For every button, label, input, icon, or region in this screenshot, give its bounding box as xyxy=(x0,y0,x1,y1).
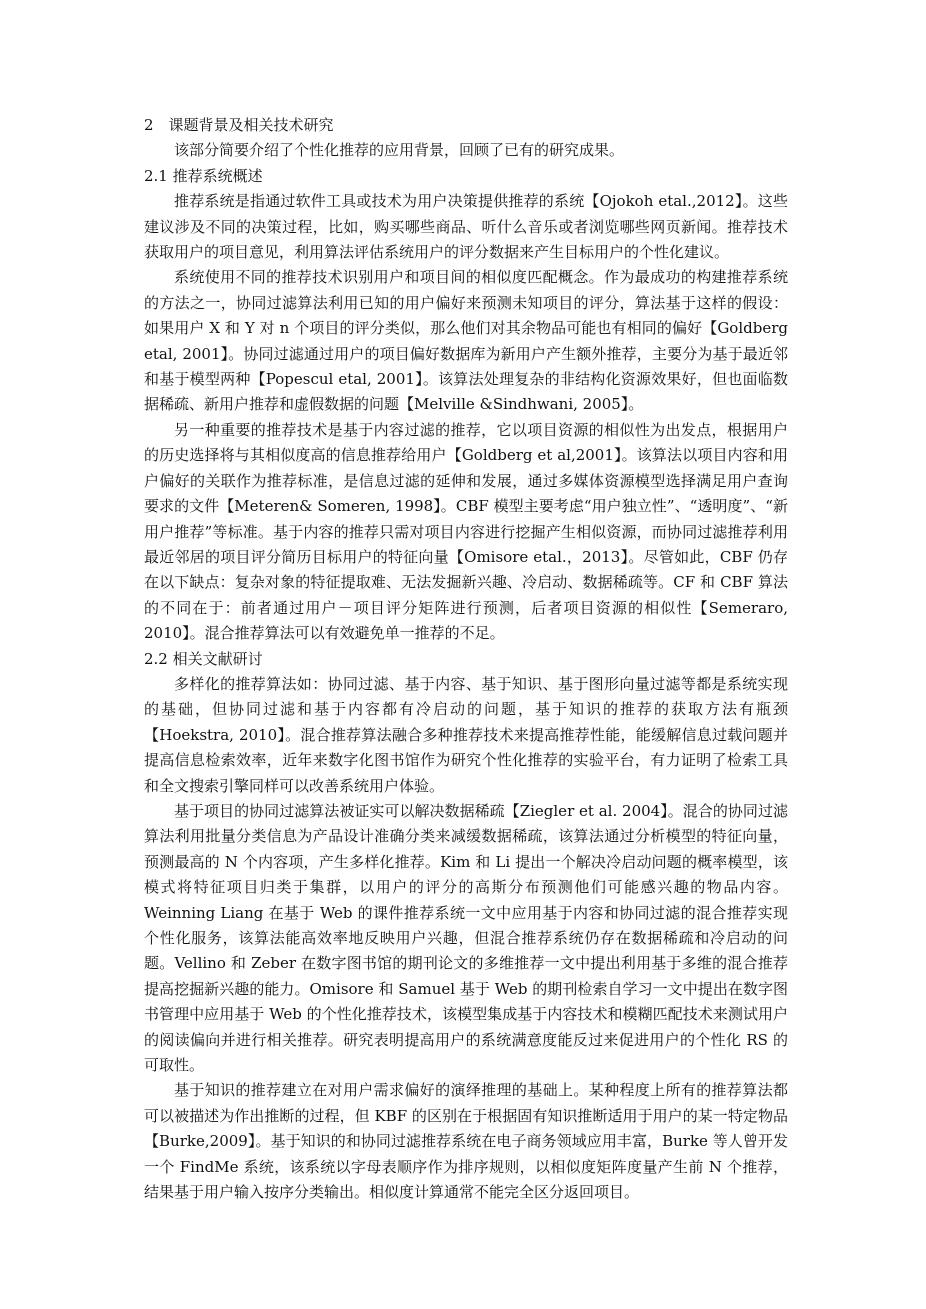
document-body xyxy=(144,113,788,1205)
paragraph: 系统使用不同的推荐技术识别用户和项目间的相似度匹配概念。作为最成功的构建推荐系统的方法之一，协同过滤算法利用已知的用户偏好来预测未知项目的评分，算法基于这样的假设：如果用户 X 和 Y 对 n 个项目的评分类似，那么他们对其余物品可能也有相同的偏好【Goldberg etal, 2001】。协同过滤通过用户的项目偏好数据库为新用户产生额外推荐，主要分为基于最近邻和基于模型两种【Popescul etal, 2001】。该算法处理复杂的非结构化资源效果好，但也面临数据稀疏、新用户推荐和虚假数据的问题【Melville &Sindhwani, 2005】。 xyxy=(144,268,788,414)
paragraph: 推荐系统是指通过软件工具或技术为用户决策提供推荐的系统【Ojokoh etal.,2012】。这些建议涉及不同的决策过程，比如，购买哪些商品、听什么音乐或者浏览哪些网页新闻。推荐技术获取用户的项目意见，利用算法评估系统用户的评分数据来产生目标用户的个性化建议。 xyxy=(144,192,788,262)
subsection-heading-2-1: 2.1 推荐系统概述 xyxy=(144,166,263,185)
paragraph: 多样化的推荐算法如：协同过滤、基于内容、基于知识、基于图形向量过滤等都是系统实现的基础，但协同过滤和基于内容都有冷启动的问题，基于知识的推荐的获取方法有瓶颈【Hoekstra, 2010】。混合推荐算法融合多种推荐技术来提高推荐性能，能缓解信息过载问题并提高信息检索效率，近年来数字化图书馆作为研究个性化推荐的实验平台，有力证明了检索工具和全文搜索引擎同样可以改善系统用户体验。 xyxy=(144,674,788,795)
section-intro-paragraph: 该部分简要介绍了个性化推荐的应用背景，回顾了已有的研究成果。 xyxy=(174,141,625,160)
subsection-heading-2-2: 2.2 相关文献研讨 xyxy=(144,649,263,668)
paragraph: 基于项目的协同过滤算法被证实可以解决数据稀疏【Ziegler et al. 2004】。混合的协同过滤算法利用批量分类信息为产品设计准确分类来减缓数据稀疏，该算法通过分析模型的特征向量，预测最高的 N 个内容项，产生多样化推荐。Kim 和 Li 提出一个解决冷启动问题的概率模型，该模式将特征项目归类于集群，以用户的评分的高斯分布预测他们可能感兴趣的物品内容。Weinning Liang 在基于 Web 的课件推荐系统一文中应用基于内容和协同过滤的混合推荐实现个性化服务，该算法能高效率地反映用户兴趣，但混合推荐系统仍存在数据稀疏和冷启动的问题。Vellino 和 Zeber 在数字图书馆的期刊论文的多维推荐一文中提出利用基于多维的混合推荐提高挖掘新兴趣的能力。Omisore 和 Samuel 基于 Web 的期刊检索自学习一文中提出在数字图书管理中应用基于 Web 的个性化推荐技术，该模型集成基于内容技术和模糊匹配技术来测试用户的阅读偏向并进行相关推荐。研究表明提高用户的系统满意度能反过来促进用户的个性化 RS 的可取性。 xyxy=(144,801,788,1075)
paragraph: 基于知识的推荐建立在对用户需求偏好的演绎推理的基础上。某种程度上所有的推荐算法都可以被描述为作出推断的过程，但 KBF 的区别在于根据固有知识推断适用于用户的某一特定物品【Burke,2009】。基于知识的和协同过滤推荐系统在电子商务领域应用丰富，Burke 等人曾开发一个 FindMe 系统，该系统以字母表顺序作为排序规则，以相似度矩阵度量产生前 N 个推荐，结果基于用户输入按序分类输出。相似度计算通常不能完全区分返回项目。 xyxy=(144,1081,788,1202)
section-heading: 2 课题背景及相关技术研究 xyxy=(144,116,334,134)
paragraph: 另一种重要的推荐技术是基于内容过滤的推荐，它以项目资源的相似性为出发点，根据用户的历史选择将与其相似度高的信息推荐给用户【Goldberg et al,2001】。该算法以项目内容和用户偏好的关联作为推荐标准，是信息过滤的延伸和发展，通过多媒体资源模型选择满足用户查询要求的文件【Meteren& Someren, 1998】。CBF 模型主要考虑“用户独立性”、“透明度”、“新用户推荐”等标准。基于内容的推荐只需对项目内容进行挖掘产生相似资源，而协同过滤推荐利用最近邻居的项目评分简历目标用户的特征向量【Omisore etal.，2013】。尽管如此，CBF 仍存在以下缺点：复杂对象的特征提取难、无法发掘新兴趣、冷启动、数据稀疏等。CF 和 CBF 算法的不同在于：前者通过用户－项目评分矩阵进行预测，后者项目资源的相似性【Semeraro, 2010】。混合推荐算法可以有效避免单一推荐的不足。 xyxy=(144,420,788,643)
